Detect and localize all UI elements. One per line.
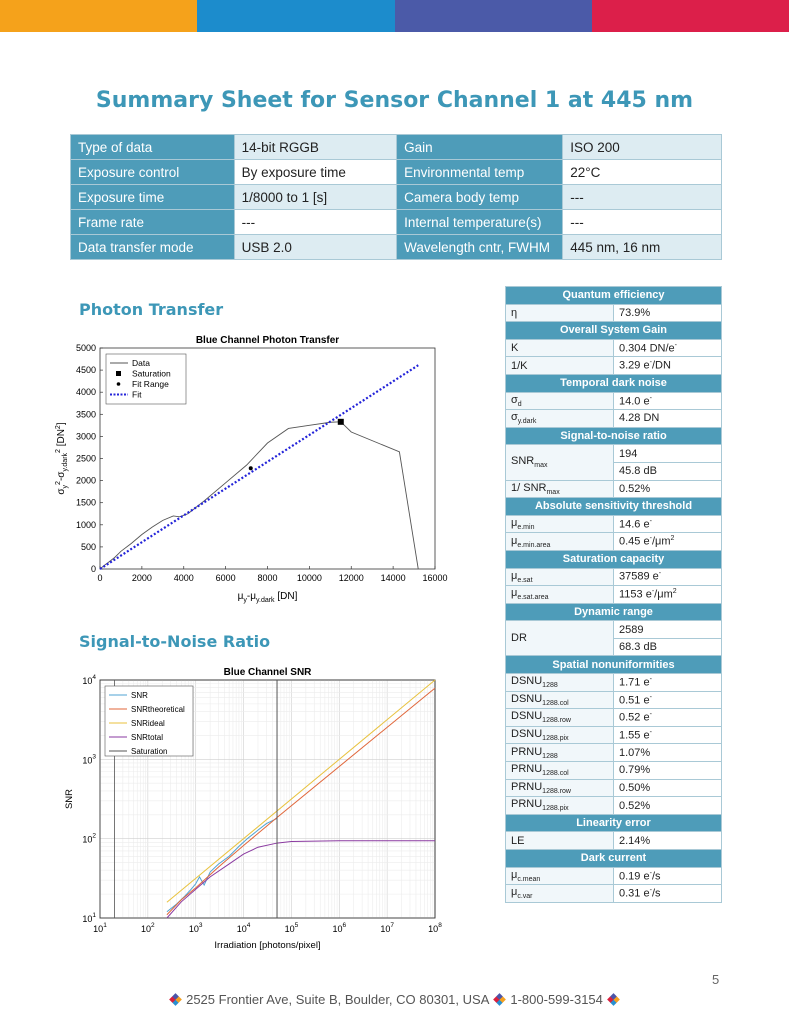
param-symbol [506,691,614,709]
chart-title: Blue Channel Photon Transfer [195,335,340,346]
param-value-superscript: - [649,711,652,719]
legend-label: Saturation [132,368,171,379]
param-value-superscript: - [649,535,652,543]
param-symbol-text: PRNU [511,745,543,758]
param-value-superscript: - [649,869,652,877]
param-value-unit: /μm [654,588,673,601]
param-symbol-text: σ [511,393,518,406]
info-label: Exposure time [71,185,235,210]
param-symbol-text: μ [511,569,518,582]
param-value [614,726,722,744]
param-symbol-text: DR [511,632,527,645]
section-heading-snr: Signal-to-Noise Ratio [79,632,271,651]
info-value: USB 2.0 [234,235,397,260]
param-section-header: Signal-to-noise ratio [506,427,722,445]
param-section-header: Quantum efficiency [506,287,722,305]
info-value: --- [234,210,397,235]
info-value: ISO 200 [563,135,722,160]
param-value [614,744,722,762]
param-symbol-text: DSNU [511,728,543,741]
x-tick-label: 4000 [173,573,194,583]
param-symbol-text: η [511,306,518,319]
info-row [71,135,722,160]
y-tick-label: 2000 [75,475,96,486]
info-row [71,185,722,210]
page-number: 5 [712,972,720,987]
param-value-text: 0.31 e [619,887,650,900]
y-axis-label: $\sigma_y^2-\sigma_{y.dark}^2$ $[DN^2]$ [55,422,69,495]
param-symbol-subscript: 1288.pix [542,735,569,743]
y-tick-label: 1500 [75,497,96,508]
param-symbol-text: σ [511,411,518,424]
info-value: 14-bit RGGB [234,135,397,160]
y-tick-label: 1000 [75,519,96,530]
x-tick-label: 12000 [338,573,364,583]
param-row [506,674,722,692]
param-section-header: Dynamic range [506,603,722,621]
param-symbol [506,674,614,692]
param-symbol [506,586,614,604]
param-symbol-subscript: 1288.row [542,717,571,725]
info-row [71,160,722,185]
param-symbol-text: μ [511,516,518,529]
sensor-info-table [70,134,722,260]
param-value-text: 0.19 e [619,870,650,883]
param-value-text: 1153 e [619,588,652,601]
info-label: Camera body temp [397,185,563,210]
param-row [506,427,722,445]
param-value [614,621,722,639]
y-tick-label: 3000 [75,431,96,442]
x-tick-label: $10^4$ [236,922,251,934]
param-value [614,674,722,692]
sensor-parameters-table [505,286,722,903]
param-symbol-text: 1/ SNR [511,481,547,494]
param-symbol [506,533,614,551]
param-symbol-text: K [511,342,519,355]
param-symbol-subscript: 1288.col [542,700,569,708]
param-row [506,885,722,903]
param-row [506,603,722,621]
param-value-text: 0.50% [619,781,651,794]
top-bar-segment-orange [0,0,197,32]
param-value-unit: /μm [651,535,671,548]
param-row [506,691,722,709]
param-value [614,339,722,357]
section-heading-photon-transfer: Photon Transfer [79,300,224,319]
param-row [506,568,722,586]
param-value-text: 0.52% [619,482,651,495]
param-value-text: 0.52% [619,799,651,812]
param-symbol [506,339,614,357]
param-value-text: 4.28 DN [619,412,660,425]
info-row [71,235,722,260]
param-value [614,445,722,463]
param-row [506,814,722,832]
param-symbol [506,797,614,815]
param-row [506,515,722,533]
param-symbol-subscript: y.dark [517,418,537,426]
param-value-text: 1.07% [619,746,651,759]
x-tick-label: 16000 [422,573,448,583]
param-symbol-subscript: max [546,488,560,496]
page-title: Summary Sheet for Sensor Channel 1 at 445 nm [95,88,694,113]
param-value-text: 0.79% [619,764,651,777]
param-symbol-text: μ [511,886,518,899]
param-symbol-text: DSNU [511,675,543,688]
param-value-text: 14.6 e [619,518,650,531]
param-row [506,287,722,305]
y-tick-label: $10^3$ [82,753,96,766]
legend-label: Fit Range [132,379,169,389]
param-symbol [506,726,614,744]
top-bar-segment-red [592,0,789,32]
param-value-text: 73.9% [619,306,651,319]
y-tick-label: 5000 [75,343,96,353]
legend-label: Fit [132,389,142,400]
param-section-header: Saturation capacity [506,550,722,568]
param-value-text: 14.0 e [619,395,650,408]
y-axis-label: SNR [64,788,75,810]
param-row [506,797,722,815]
param-section-header: Overall System Gain [506,322,722,340]
legend-label: SNRideal [131,719,165,728]
param-value-text: 1.71 e [619,676,650,689]
info-label: Internal temperature(s) [397,210,563,235]
param-symbol [506,515,614,533]
param-value-unit-superscript: 2 [670,535,675,543]
info-label: Wavelength cntr, FWHM [397,235,563,260]
x-tick-label: 8000 [257,573,278,583]
info-label: Type of data [71,135,235,160]
info-label: Environmental temp [397,160,563,185]
param-row [506,445,722,463]
saturation-point [338,419,344,425]
param-value-superscript: - [649,359,652,367]
param-value-unit: /s [651,887,661,900]
param-symbol-subscript: 1288.col [542,770,569,778]
param-value [614,480,722,498]
param-row [506,480,722,498]
param-symbol-subscript: e.min [517,524,535,532]
x-tick-label: 10000 [296,573,322,583]
param-symbol-subscript: 1288.row [542,788,571,796]
param-symbol [506,709,614,727]
param-row [506,656,722,674]
param-value [614,779,722,797]
x-tick-label: $10^8$ [428,922,442,934]
param-section-header: Dark current [506,850,722,868]
param-symbol-text: PRNU [511,780,543,793]
footer-phone: 1-800-599-3154 [510,992,603,1007]
param-value-unit: /s [651,870,661,883]
param-symbol-text: μ [511,587,518,600]
param-section-header: Spatial nonuniformities [506,656,722,674]
param-symbol-text: PRNU [511,798,543,811]
param-value-superscript: - [649,887,652,895]
param-symbol-subscript: c.var [517,893,533,901]
param-value-superscript: - [649,728,652,736]
param-section-header: Temporal dark noise [506,374,722,392]
param-value-text: 68.3 dB [619,641,657,654]
param-value [614,885,722,903]
param-row [506,374,722,392]
param-symbol [506,392,614,410]
param-value [614,410,722,428]
info-label: Gain [397,135,563,160]
y-tick-label: 4000 [75,387,96,398]
legend-label: Saturation [131,747,168,756]
x-axis-label: Irradiation [photons/pixel] [214,940,321,951]
param-row [506,322,722,340]
legend-label: SNRtotal [131,733,164,742]
y-tick-label: $10^4$ [82,674,96,686]
x-tick-label: $10^5$ [284,922,299,934]
param-value-superscript: - [649,394,652,402]
param-row [506,709,722,727]
y-tick-label: $10^1$ [82,912,96,924]
info-value: --- [563,185,722,210]
param-section-header: Absolute sensitivity threshold [506,498,722,516]
param-value-superscript: - [658,570,662,578]
logo-diamond-icon [169,993,182,1006]
param-row [506,726,722,744]
footer-address: 2525 Frontier Ave, Suite B, Boulder, CO 80301, USA [186,992,490,1007]
param-symbol-text: μ [511,534,518,547]
x-tick-label: 0 [97,573,103,583]
info-value: --- [563,210,722,235]
param-value [614,357,722,375]
y-tick-label: 2500 [75,453,96,464]
param-value-unit: /DN [651,360,671,372]
param-symbol [506,304,614,322]
logo-diamond-icon [494,993,507,1006]
info-label: Data transfer mode [71,235,235,260]
x-tick-label: 14000 [380,573,406,583]
param-symbol-text: PRNU [511,763,543,776]
param-value [614,832,722,850]
logo-diamond-icon [607,993,620,1006]
param-value-text: 0.51 e [619,694,650,707]
x-tick-label: $10^6$ [332,922,347,934]
param-value-superscript: - [649,676,652,684]
param-symbol-subscript: c.mean [517,875,541,883]
info-value: 445 nm, 16 nm [563,235,722,260]
y-tick-label: 3500 [75,409,96,420]
param-row [506,744,722,762]
param-row [506,533,722,551]
legend-label: SNRtheoretical [131,705,185,714]
param-row [506,586,722,604]
param-row [506,762,722,780]
info-label: Frame rate [71,210,235,235]
param-symbol-subscript: e.min.area [517,541,551,549]
top-bar-segment-blue [197,0,394,32]
param-symbol [506,480,614,498]
info-label: Exposure control [71,160,235,185]
param-symbol-text: 1/K [511,359,528,372]
top-color-bar [0,0,789,32]
param-row [506,357,722,375]
y-tick-label: 0 [90,564,96,574]
param-value-text: 0.304 DN/e [619,342,675,355]
param-value-text: 2.14% [619,834,651,847]
info-value: By exposure time [234,160,397,185]
param-value [614,568,722,586]
fit-range-point [249,466,253,470]
param-row [506,304,722,322]
info-value: 1/8000 to 1 [s] [234,185,397,210]
param-symbol [506,762,614,780]
param-symbol-text: DSNU [511,710,543,723]
param-row [506,850,722,868]
y-tick-label: 500 [80,541,96,552]
param-symbol-subscript: max [534,462,548,470]
info-row [71,210,722,235]
param-value [614,691,722,709]
param-symbol-subscript: e.sat.area [517,594,549,602]
param-symbol-subscript: 1288 [542,752,558,760]
x-tick-label: $10^7$ [380,922,394,934]
param-symbol-text: DSNU [511,692,543,705]
param-row [506,392,722,410]
y-tick-label: $10^2$ [82,832,96,845]
legend-swatch-fit-range [117,382,121,386]
param-value [614,533,722,551]
param-symbol [506,445,614,480]
param-symbol [506,568,614,586]
param-value [614,462,722,480]
param-symbol-text: SNR [511,455,535,468]
snr-chart [50,662,452,962]
param-row [506,550,722,568]
param-value-superscript: - [649,517,652,525]
legend-label: Data [132,358,150,368]
param-value-text: 194 [619,447,638,460]
param-value-superscript: - [674,341,677,349]
param-row [506,832,722,850]
info-value: 22°C [563,160,722,185]
legend-label: SNR [131,691,148,700]
param-value-text: 1.55 e [619,729,650,742]
param-value-text: 45.8 dB [619,465,657,478]
param-symbol [506,357,614,375]
param-section-header: Linearity error [506,814,722,832]
param-symbol [506,744,614,762]
param-symbol-subscript: d [517,400,522,408]
x-tick-label: 6000 [215,573,236,583]
x-tick-label: $10^1$ [93,922,107,934]
param-symbol [506,867,614,885]
param-value [614,762,722,780]
param-row [506,779,722,797]
param-symbol-text: LE [511,834,525,847]
x-tick-label: $10^3$ [188,922,203,934]
param-symbol-subscript: 1288 [542,682,558,690]
x-axis-label: $\mu_y-\mu_{y.dark}$ [DN] [237,591,298,604]
param-value [614,867,722,885]
x-tick-label: 2000 [131,573,152,583]
param-symbol [506,621,614,656]
param-row [506,498,722,516]
param-value [614,515,722,533]
x-tick-label: $10^2$ [141,922,155,934]
param-symbol-text: μ [511,868,518,881]
top-bar-segment-indigo [395,0,592,32]
param-value-text: 37589 e [619,571,659,584]
chart-title: Blue Channel SNR [223,667,312,678]
param-symbol [506,885,614,903]
param-value-text: 3.29 e [619,360,650,372]
footer [0,992,789,1007]
y-tick-label: 4500 [75,365,96,376]
param-symbol [506,779,614,797]
param-value [614,797,722,815]
param-value [614,392,722,410]
param-value-text: 0.45 e [619,535,650,548]
param-value [614,304,722,322]
param-symbol-subscript: e.sat [517,576,533,584]
param-value-superscript: - [651,588,655,596]
param-row [506,621,722,639]
param-value-text: 2589 [619,623,644,636]
param-value-text: 0.52 e [619,711,650,724]
param-value [614,586,722,604]
photon-transfer-chart [50,330,452,610]
param-symbol [506,832,614,850]
param-value [614,709,722,727]
param-row [506,339,722,357]
param-value [614,638,722,656]
param-symbol-subscript: 1288.pix [542,805,569,813]
param-row [506,410,722,428]
param-symbol [506,410,614,428]
param-value-unit-superscript: 2 [672,588,677,596]
param-row [506,867,722,885]
legend-swatch-saturation [116,371,121,376]
param-value-superscript: - [649,693,652,701]
